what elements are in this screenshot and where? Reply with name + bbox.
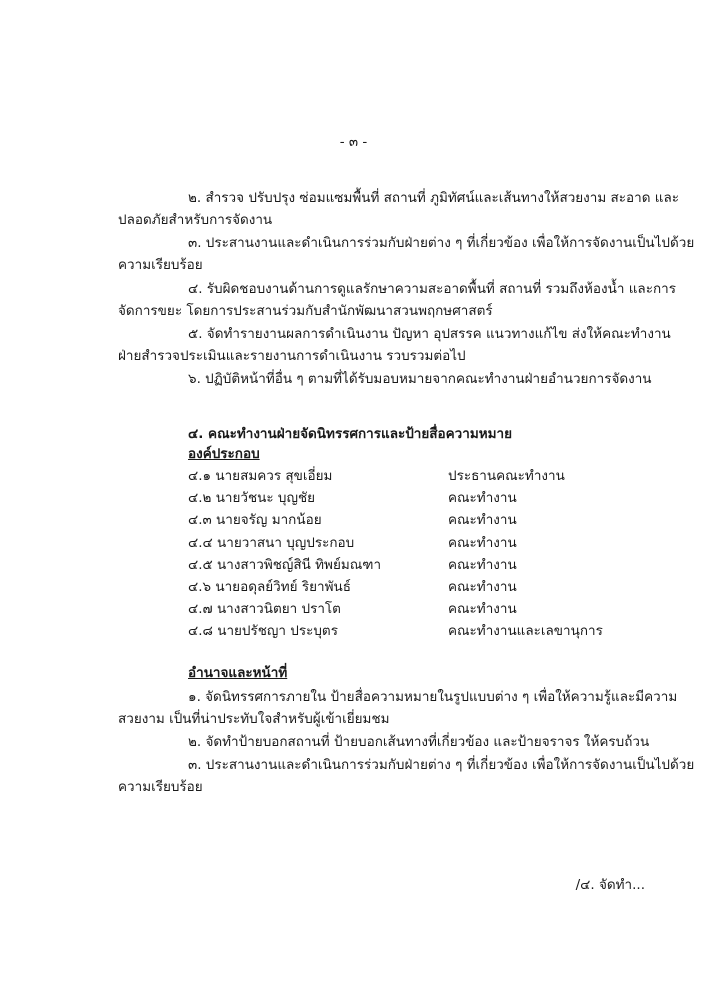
continuation-marker: /๔. จัดทำ... — [575, 877, 645, 893]
duty-line: ความเรียบร้อย — [118, 779, 203, 795]
member-name: ๔.๗ นางสาวนิตยา ปราโต — [188, 601, 341, 617]
duty-line: ๒. จัดทำป้ายบอกสถานที่ ป้ายบอกเส้นทางที่เกี่ยวข้อง และป้ายจราจร ให้ครบถ้วน — [188, 734, 650, 750]
member-name: ๔.๘ นายปรัชญา ประบุตร — [188, 623, 338, 639]
duty-line: ๔. รับผิดชอบงานด้านการดูแลรักษาความสะอาดพื้นที่ สถานที่ รวมถึงห้องน้ำ และการ — [188, 281, 676, 297]
member-role: คณะทำงาน — [448, 490, 517, 506]
duties-heading: อำนาจและหน้าที่ — [188, 665, 288, 681]
member-role: ประธานคณะทำงาน — [448, 468, 565, 484]
member-name: ๔.๓ นายจรัญ มากน้อย — [188, 512, 322, 528]
duty-line: ความเรียบร้อย — [118, 257, 203, 273]
section-title: ๔. คณะทำงานฝ่ายจัดนิทรรศการและป้ายสื่อความหมาย — [188, 426, 513, 442]
member-role: คณะทำงาน — [448, 579, 517, 595]
duty-line: ๕. จัดทำรายงานผลการดำเนินงาน ปัญหา อุปสรรค แนวทางแก้ไข ส่งให้คณะทำงาน — [188, 326, 671, 342]
member-name: ๔.๑ นายสมควร สุขเอี่ยม — [188, 468, 333, 484]
composition-heading: องค์ประกอบ — [188, 446, 260, 462]
page-number: - ๓ - — [339, 134, 368, 150]
duty-line: ๓. ประสานงานและดำเนินการร่วมกับฝ่ายต่าง ๆ ที่เกี่ยวข้อง เพื่อให้การจัดงานเป็นไปด้วย — [188, 235, 695, 251]
member-role: คณะทำงานและเลขานุการ — [448, 623, 603, 639]
duty-line: ๖. ปฏิบัติหน้าที่อื่น ๆ ตามที่ได้รับมอบหมายจากคณะทำงานฝ่ายอำนวยการจัดงาน — [188, 371, 652, 387]
member-name: ๔.๖ นายอดุลย์วิทย์ ริยาพันธ์ — [188, 579, 351, 595]
member-role: คณะทำงาน — [448, 512, 517, 528]
duty-line: ๑. จัดนิทรรศการภายใน ป้ายสื่อความหมายในรูปแบบต่าง ๆ เพื่อให้ความรู้และมีความ — [188, 689, 678, 705]
duty-line: สวยงาม เป็นที่น่าประทับใจสำหรับผู้เข้าเยี่ยมชม — [118, 711, 390, 727]
member-name: ๔.๔ นายวาสนา บุญประกอบ — [188, 535, 355, 551]
duty-line: ๒. สำรวจ ปรับปรุง ซ่อมแซมพื้นที่ สถานที่ ภูมิทัศน์และเส้นทางให้สวยงาม สะอาด และ — [188, 190, 680, 206]
duty-line: จัดการขยะ โดยการประสานร่วมกับสำนักพัฒนาสวนพฤกษศาสตร์ — [118, 303, 493, 319]
member-role: คณะทำงาน — [448, 535, 517, 551]
duty-line: ปลอดภัยสำหรับการจัดงาน — [118, 212, 273, 228]
duty-line: ฝ่ายสำรวจประเมินและรายงานการดำเนินงาน รวบรวมต่อไป — [118, 348, 466, 364]
member-role: คณะทำงาน — [448, 557, 517, 573]
member-name: ๔.๕ นางสาวพิชญ์สินี ทิพย์มณฑา — [188, 557, 382, 573]
duty-line: ๓. ประสานงานและดำเนินการร่วมกับฝ่ายต่าง ๆ ที่เกี่ยวข้อง เพื่อให้การจัดงานเป็นไปด้วย — [188, 757, 695, 773]
member-role: คณะทำงาน — [448, 601, 517, 617]
member-name: ๔.๒ นายวัชนะ บุญชัย — [188, 490, 316, 506]
